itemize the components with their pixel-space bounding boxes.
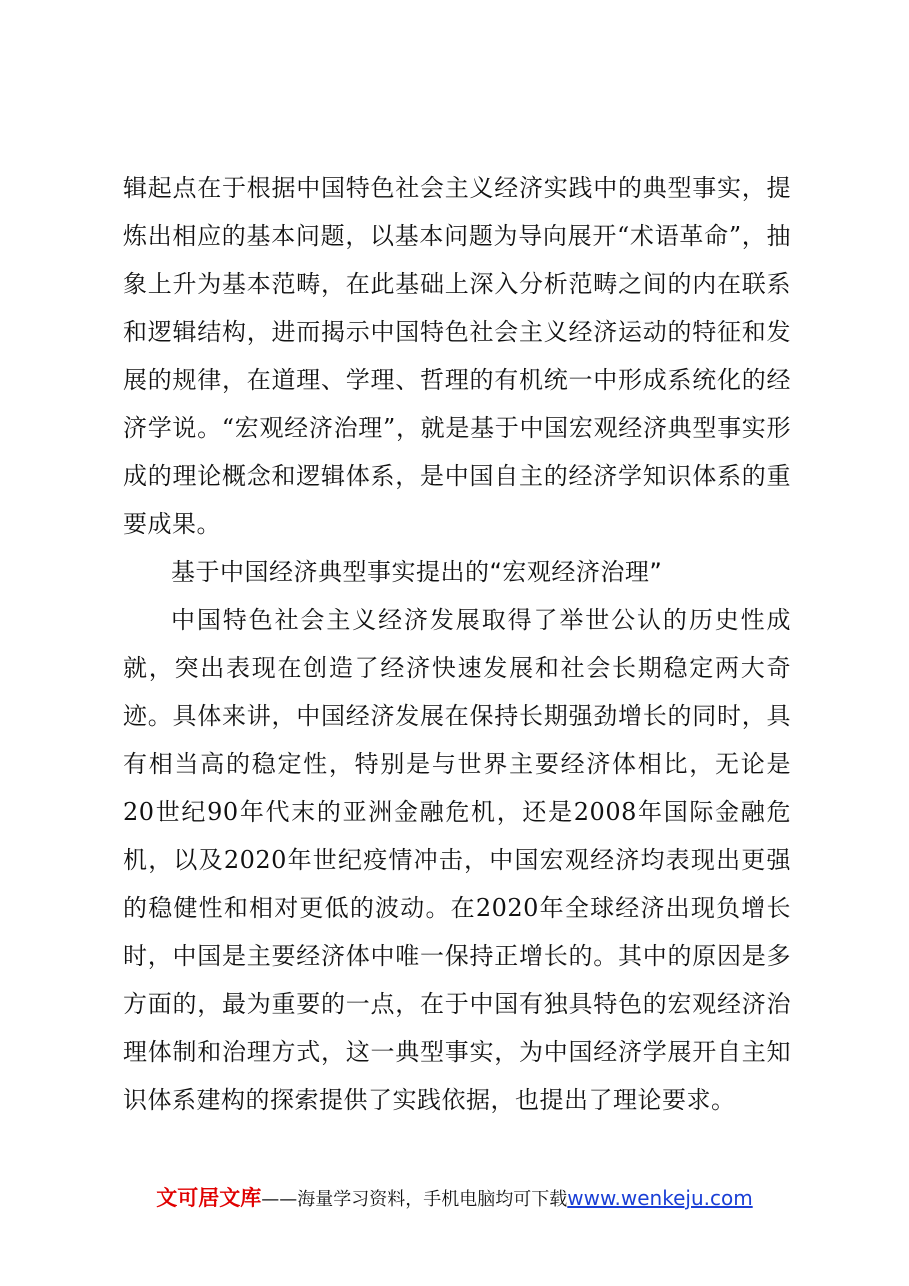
paragraph-1: 辑起点在于根据中国特色社会主义经济实践中的典型事实，提炼出相应的基本问题，以基本问题为导向展开“术语革命”，抽象上升为基本范畴，在此基础上深入分析范畴之间的内在联系和逻辑结构，进而揭示中国特色社会主义经济运动的特征和发展的规律，在道理、学理、哲理的有机统一中形成系统化的经济学说。“宏观经济治理”，就是基于中国宏观经济典型事实形成的理论概念和逻辑体系，是中国自主的经济学知识体系的重要成果。 — [123, 174, 791, 538]
footer-link[interactable]: www.wenkeju.com — [567, 1186, 753, 1210]
footer-slogan: ——海量学习资料，手机电脑均可下载 — [261, 1189, 568, 1210]
document-body — [123, 164, 791, 1124]
paragraph-2: 中国特色社会主义经济发展取得了举世公认的历史性成就，突出表现在创造了经济快速发展和社会长期稳定两大奇迹。具体来讲，中国经济发展在保持长期强劲增长的同时，具有相当高的稳定性，特别是与世界主要经济体相比，无论是20世纪90年代末的亚洲金融危机，还是2008年国际金融危机，以及2020年世纪疫情冲击，中国宏观经济均表现出更强的稳健性和相对更低的波动。在2020年全球经济出现负增长时，中国是主要经济体中唯一保持正增长的。其中的原因是多方面的，最为重要的一点，在于中国有独具特色的宏观经济治理体制和治理方式，这一典型事实，为中国经济学展开自主知识体系建构的探索提供了实践依据，也提出了理论要求。 — [123, 606, 791, 1114]
page-footer — [0, 1182, 909, 1212]
section-heading: 基于中国经济典型事实提出的“宏观经济治理” — [171, 558, 663, 586]
footer-brand: 文可居文库 — [156, 1186, 262, 1210]
